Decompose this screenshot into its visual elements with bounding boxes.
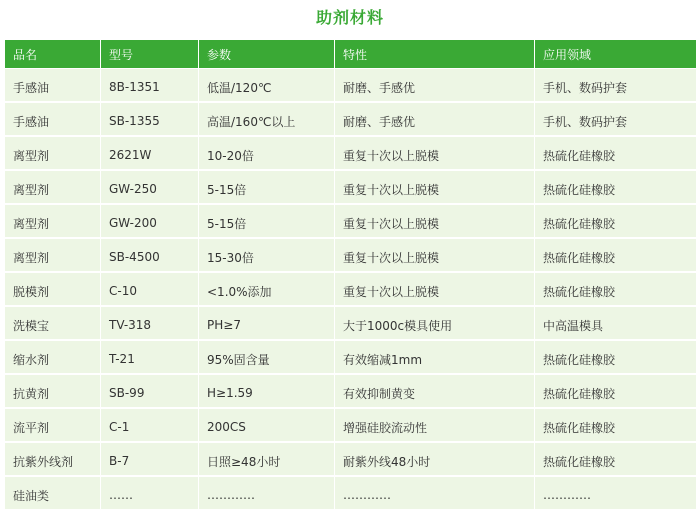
cell-text: 热硫化硅橡胶 [543,250,616,265]
cell-text: 离型剂 [13,148,50,163]
cell-text: 大于1000c模具使用 [343,318,453,333]
cell-text: 缩水剂 [13,352,50,367]
cell-application [535,374,697,408]
header-model: 型号 [101,40,199,69]
cell-parameters [199,102,335,136]
cell-text: 重复十次以上脱模 [343,250,440,265]
cell-text: 2621W [109,148,152,162]
cell-text: 95%固含量 [207,352,270,367]
cell-parameters [199,69,335,103]
cell-product-name [5,442,101,476]
cell-text: 8B-1351 [109,80,160,94]
cell-text: 200CS [207,420,246,434]
cell-text: 重复十次以上脱模 [343,182,440,197]
cell-text: 耐紫外线48小时 [343,454,431,469]
table-row [5,170,697,204]
cell-model [101,102,199,136]
cell-text: GW-250 [109,182,157,196]
cell-text: 脱模剂 [13,284,50,299]
cell-product-name [5,204,101,238]
cell-text: 有效缩减1mm [343,352,423,367]
cell-product-name [5,374,101,408]
cell-model [101,442,199,476]
cell-features [335,306,535,340]
cell-application [535,340,697,374]
cell-parameters [199,136,335,170]
header-features: 特性 [335,40,535,69]
cell-text: 手感油 [13,80,50,95]
header-parameters: 参数 [199,40,335,69]
materials-table-container [4,40,696,511]
cell-text: 重复十次以上脱模 [343,148,440,163]
cell-text: SB-4500 [109,250,160,264]
cell-text: 热硫化硅橡胶 [543,386,616,401]
cell-text: 硅油类 [13,488,50,503]
cell-text: T-21 [109,352,135,366]
cell-text: 抗黄剂 [13,386,50,401]
cell-text: 15-30倍 [207,250,254,265]
cell-text: 增强硅胶流动性 [343,420,428,435]
table-row [5,340,697,374]
cell-text: 热硫化硅橡胶 [543,182,616,197]
table-header [5,40,697,69]
cell-text: SB-99 [109,386,145,400]
cell-features [335,69,535,103]
cell-product-name [5,238,101,272]
cell-features [335,238,535,272]
cell-parameters [199,204,335,238]
cell-application [535,442,697,476]
cell-product-name [5,272,101,306]
cell-model [101,136,199,170]
cell-text: 热硫化硅橡胶 [543,352,616,367]
cell-text: H≥1.59 [207,386,253,400]
cell-model [101,340,199,374]
cell-application [535,69,697,103]
cell-features [335,442,535,476]
cell-application [535,408,697,442]
cell-text: 热硫化硅橡胶 [543,284,616,299]
cell-application [535,136,697,170]
cell-features [335,204,535,238]
table-row [5,238,697,272]
cell-parameters [199,340,335,374]
cell-model [101,204,199,238]
cell-features [335,102,535,136]
table-row [5,136,697,170]
cell-parameters [199,238,335,272]
cell-text: 热硫化硅橡胶 [543,148,616,163]
table-row [5,442,697,476]
cell-text: 手机、数码护套 [543,80,628,95]
cell-product-name [5,69,101,103]
cell-text: 手机、数码护套 [543,114,628,129]
table-row [5,204,697,238]
cell-text: 高温/160℃以上 [207,114,296,129]
table-row [5,374,697,408]
cell-parameters [199,374,335,408]
cell-application [535,170,697,204]
cell-application [535,102,697,136]
cell-text: 低温/120℃ [207,80,272,95]
cell-application [535,306,697,340]
materials-table [4,40,697,511]
page-title: 助剂材料 [315,8,384,27]
cell-model [101,170,199,204]
table-body [5,69,697,511]
cell-model [101,408,199,442]
cell-features [335,136,535,170]
cell-text: 离型剂 [13,250,50,265]
cell-product-name [5,136,101,170]
cell-text: 5-15倍 [207,182,247,197]
cell-text: 手感油 [13,114,50,129]
cell-features [335,170,535,204]
cell-text: ………… [207,488,255,502]
header-row [5,40,697,69]
cell-text: 热硫化硅橡胶 [543,454,616,469]
cell-parameters [199,442,335,476]
cell-features [335,272,535,306]
cell-model [101,238,199,272]
cell-features [335,408,535,442]
cell-text: 洗模宝 [13,318,50,333]
cell-text: 热硫化硅橡胶 [543,420,616,435]
cell-text: 流平剂 [13,420,50,435]
cell-parameters [199,272,335,306]
cell-application [535,272,697,306]
table-row [5,408,697,442]
cell-text: 有效抑制黄变 [343,386,416,401]
cell-text: 日照≥48小时 [207,454,281,469]
cell-text: C-10 [109,284,137,298]
cell-text: 5-15倍 [207,216,247,231]
table-row [5,306,697,340]
cell-product-name [5,170,101,204]
cell-text: ………… [543,488,591,502]
cell-features [335,340,535,374]
cell-application [535,204,697,238]
header-product-name: 品名 [5,40,101,69]
table-row [5,102,697,136]
cell-text: C-1 [109,420,130,434]
cell-features [335,374,535,408]
cell-product-name [5,408,101,442]
cell-text: 抗紫外线剂 [13,454,74,469]
cell-text: 热硫化硅橡胶 [543,216,616,231]
table-row [5,69,697,103]
table-row [5,272,697,306]
cell-model [101,374,199,408]
cell-parameters [199,170,335,204]
cell-text: 耐磨、手感优 [343,114,416,129]
cell-text: TV-318 [109,318,152,332]
cell-text: <1.0%添加 [207,284,272,299]
cell-text: SB-1355 [109,114,160,128]
header-application: 应用领域 [535,40,697,69]
cell-text: 离型剂 [13,216,50,231]
cell-text: PH≥7 [207,318,241,332]
cell-text: GW-200 [109,216,157,230]
cell-model [101,306,199,340]
cell-application [535,238,697,272]
cell-text: 10-20倍 [207,148,254,163]
cell-model [101,69,199,103]
cell-text: 重复十次以上脱模 [343,284,440,299]
cell-text: 重复十次以上脱模 [343,216,440,231]
cell-model [101,272,199,306]
cell-parameters [199,306,335,340]
cell-text: 耐磨、手感优 [343,80,416,95]
cell-parameters [199,408,335,442]
cell-text: 中高温模具 [543,318,604,333]
cell-text: …… [109,488,133,502]
cell-product-name [5,340,101,374]
cell-product-name [5,102,101,136]
cell-text: 离型剂 [13,182,50,197]
cell-text: B-7 [109,454,130,468]
cell-product-name [5,306,101,340]
cell-text: ………… [343,488,391,502]
